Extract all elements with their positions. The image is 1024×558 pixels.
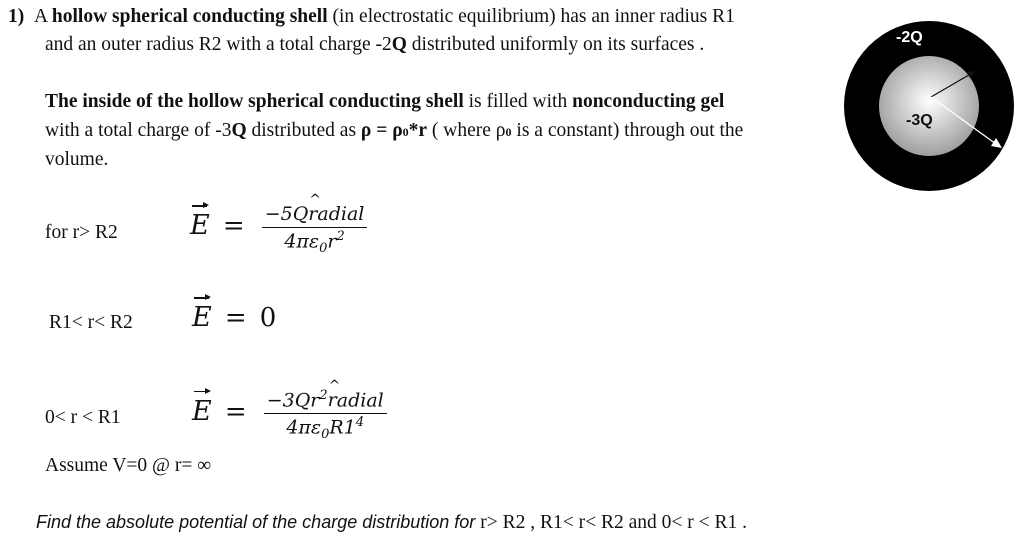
p2-line2-e: is a constant) through out the: [511, 120, 744, 141]
region2-value: 0: [259, 303, 277, 333]
inner-gel: [879, 56, 979, 156]
problem-paragraph-2-line3: volume.: [45, 149, 109, 170]
question-italic: Find the absolute potential of the charge distribution for: [36, 512, 481, 532]
rhat-3: ^ r: [328, 389, 337, 411]
region1-equation: [190, 203, 367, 256]
p1-text-a: A: [34, 6, 52, 27]
region3-den-b: R1: [329, 416, 356, 439]
region3-num-a: −3Qr: [266, 389, 320, 412]
p2-line2-q: Q: [231, 120, 247, 141]
region1-fraction: [262, 203, 368, 256]
region3-num-b: adial: [336, 389, 384, 412]
equals-1: =: [222, 211, 245, 242]
p1-line2-a: and an outer radius R2 with a total charge -2: [45, 34, 392, 55]
outer-charge-label: -2Q: [896, 29, 923, 46]
problem-paragraph-2: [45, 87, 724, 116]
question-tail: r> R2 , R1< r< R2 and 0< r < R1 .: [480, 512, 748, 533]
region1-den-sup: 2: [336, 229, 345, 244]
vector-e-2: E: [192, 302, 212, 333]
problem-paragraph-1: [8, 2, 735, 31]
equals-2: =: [224, 303, 247, 333]
region3-fraction: [264, 388, 387, 442]
rho-equation: ρ = ρ: [360, 120, 403, 141]
p2-bold-c: nonconducting gel: [572, 91, 725, 112]
p2-bold-a: The inside of the hollow spherical conducting shell: [45, 91, 464, 112]
region2-equation: [192, 302, 276, 333]
p2-line2-c: distributed as: [246, 120, 361, 141]
question: [36, 512, 747, 534]
region1-den: 4πε: [284, 230, 320, 253]
p2-line2-a: with a total charge of -3: [45, 120, 232, 141]
assume-statement: Assume V=0 @ r= ∞: [45, 455, 212, 476]
p1-text-c: (in electrostatic equilibrium) has an inner radius R1: [327, 6, 735, 27]
rho-sub: 0: [402, 125, 409, 139]
region3-equation: [192, 388, 387, 442]
problem-paragraph-2-line2: [45, 116, 743, 147]
inner-charge-label: -3Q: [906, 112, 933, 129]
rho-sub-2: 0: [505, 125, 512, 139]
region3-num-sup: 2: [319, 388, 328, 403]
region3-den-sub: 0: [321, 427, 330, 443]
region3-label: 0< r < R1: [45, 407, 121, 428]
rho-r: *r: [408, 120, 428, 141]
region3-den: 4πε: [286, 416, 322, 439]
region1-den-sub: 0: [319, 241, 328, 257]
p1-bold-term: hollow spherical conducting shell: [51, 6, 328, 27]
region1-den-b: r: [327, 230, 337, 253]
p2-line2-d: ( where ρ: [427, 120, 506, 141]
region3-den-sup: 4: [355, 415, 365, 431]
region1-num-b: adial: [317, 203, 365, 225]
region1-label: for r> R2: [45, 222, 118, 243]
p1-line2-q: Q: [391, 34, 407, 55]
p1-line2-c: distributed uniformly on its surfaces .: [406, 34, 705, 55]
p2-text-b: is filled with: [463, 91, 573, 112]
region1-num-a: −5Q: [264, 203, 309, 225]
vector-e-1: E: [190, 210, 210, 242]
region2-label: R1< r< R2: [49, 312, 133, 333]
problem-paragraph-1-line2: [45, 30, 704, 59]
vector-e-3: E: [192, 395, 212, 427]
spherical-shell-diagram: [836, 20, 1022, 195]
shell-svg: [836, 20, 1022, 195]
equals-3: =: [224, 396, 247, 427]
rhat-1: ^ r: [308, 203, 317, 225]
problem-number: 1): [8, 6, 25, 27]
